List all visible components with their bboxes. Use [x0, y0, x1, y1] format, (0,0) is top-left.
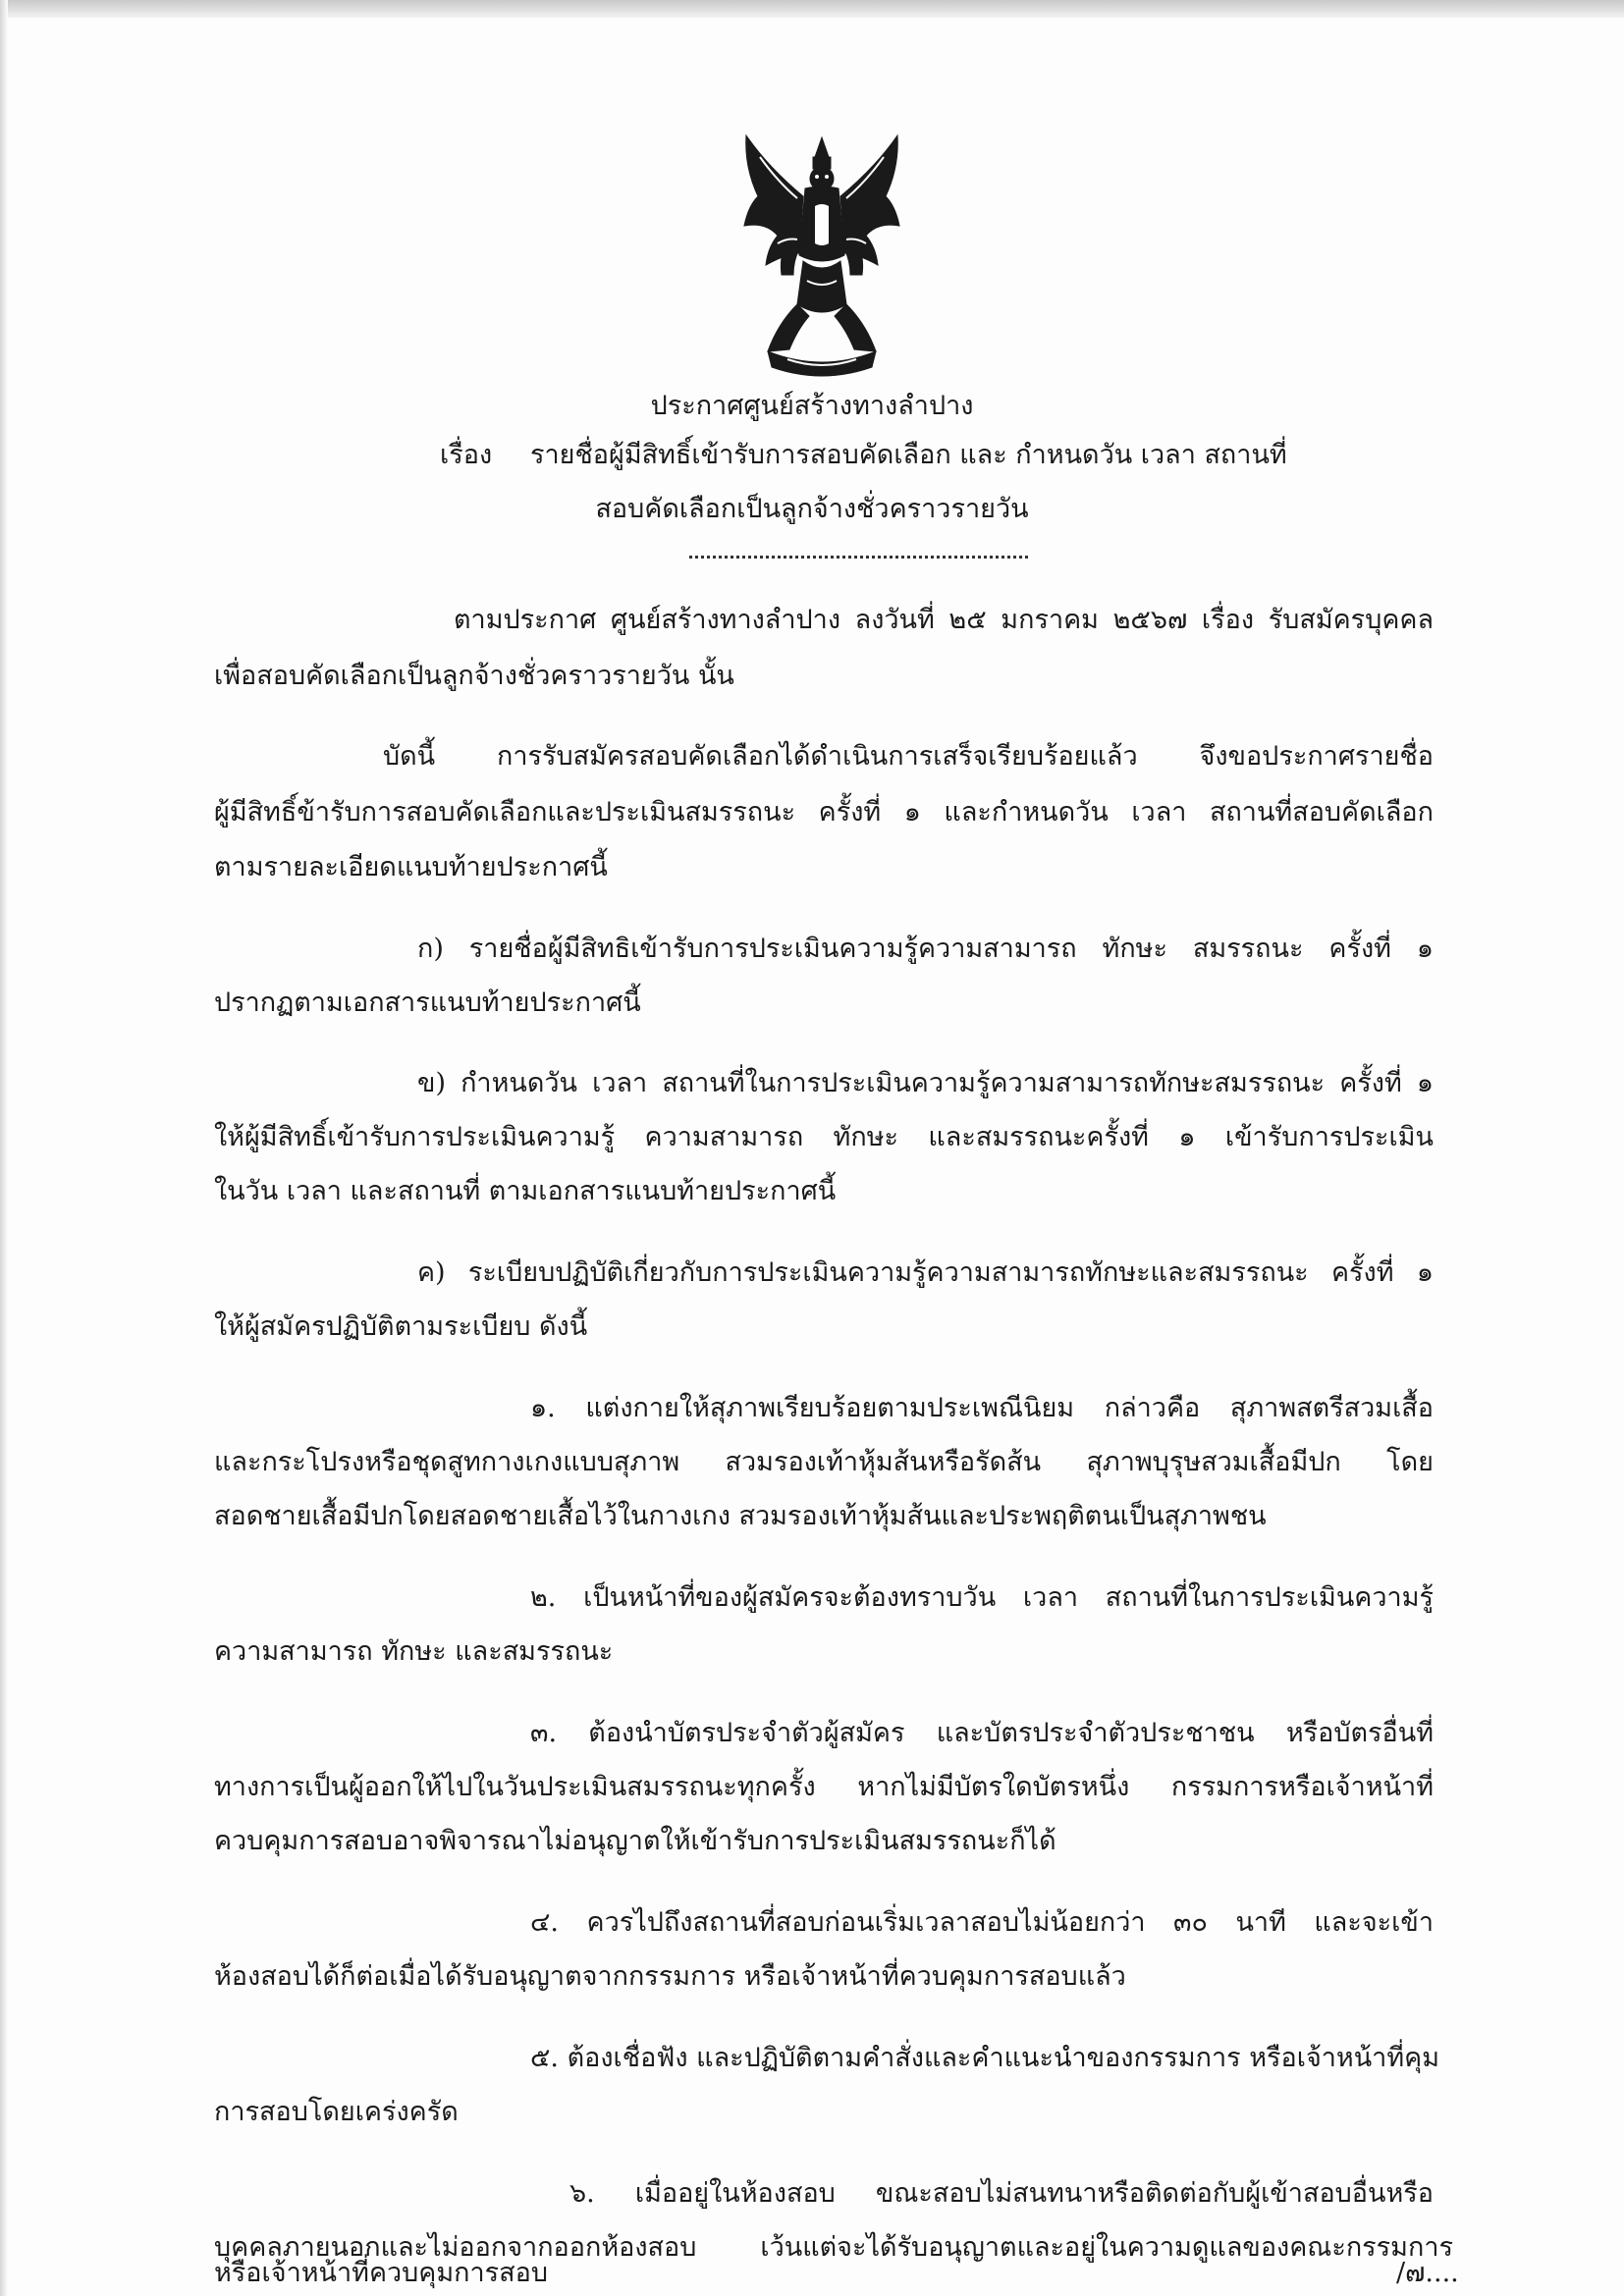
rule-1-line-3: สอดชายเสื้อมีปกโดยสอดชายเสื้อไว้ในกางเกง สวมรองเท้าหุ้มส้นและประพฤติตนเป็นสุภาพชน — [214, 1501, 1267, 1531]
scan-edge-top — [0, 0, 1624, 18]
rule-4-line-2: ห้องสอบได้ก็ต่อเมื่อได้รับอนุญาตจากกรรมการ หรือเจ้าหน้าที่ควบคุมการสอบแล้ว — [214, 1961, 1126, 1992]
dotted-separator — [689, 556, 1028, 559]
subject-line-2: สอบคัดเลือกเป็นลูกจ้างชั่วคราวรายวัน — [595, 494, 1029, 524]
item-a-line-2: ปรากฏตามเอกสารแนบท้ายประกาศนี้ — [214, 988, 641, 1018]
paragraph-1-line-1: ตามประกาศ ศูนย์สร้างทางลำปาง ลงวันที่ ๒๕ มกราคม ๒๕๖๗ เรื่อง รับสมัครบุคคล — [454, 605, 1434, 635]
item-c-line-2: ให้ผู้สมัครปฏิบัติตามระเบียบ ดังนี้ — [214, 1311, 588, 1342]
rule-1-line-1: ๑. แต่งกายให้สุภาพเรียบร้อยตามประเพณีนิยม กล่าวคือ สุภาพสตรีสวมเสื้อ — [530, 1393, 1434, 1423]
rule-6-line-2: บุคคลภายนอกและไม่ออกจากออกห้องสอบ เว้นแต่จะได้รับอนุญาตและอยู่ในความดูแลของคณะกรรมการ — [214, 2232, 1453, 2263]
scan-edge-left — [0, 0, 8, 2296]
rule-5-line-1: ๕. ต้องเชื่อฟัง และปฏิบัติตามคำสั่งและคำแนะนำของกรรมการ หรือเจ้าหน้าที่คุม — [530, 2043, 1440, 2073]
rule-3-line-3: ควบคุมการสอบอาจพิจารณาไม่อนุญาตให้เข้ารับการประเมินสมรรถนะก็ได้ — [214, 1826, 1056, 1856]
rule-2-line-2: ความสามารถ ทักษะ และสมรรถนะ — [214, 1636, 614, 1667]
subject-label: เรื่อง — [440, 440, 493, 470]
rule-4-line-1: ๔. ควรไปถึงสถานที่สอบก่อนเริ่มเวลาสอบไม่น้อยกว่า ๓๐ นาที และจะเข้า — [530, 1907, 1434, 1938]
item-b-line-3: ในวัน เวลา และสถานที่ ตามเอกสารแนบท้ายประกาศนี้ — [214, 1176, 837, 1206]
continuation-marker: /๗.... — [1396, 2258, 1459, 2288]
item-b-line-2: ให้ผู้มีสิทธิ์เข้ารับการประเมินความรู้ ความสามารถ ทักษะ และสมรรถนะครั้งที่ ๑ เข้ารับการประเมิน — [214, 1122, 1434, 1152]
item-a-line-1: ก) รายชื่อผู้มีสิทธิเข้ารับการประเมินความรู้ความสามารถ ทักษะ สมรรถนะ ครั้งที่ ๑ — [417, 934, 1434, 964]
rule-1-line-2: และกระโปรงหรือชุดสูทกางเกงแบบสุภาพ สวมรองเท้าหุ้มส้นหรือรัดส้น สุภาพบุรุษสวมเสื้อมีปก โดย — [214, 1447, 1434, 1477]
rule-5-line-2: การสอบโดยเคร่งครัด — [214, 2097, 459, 2127]
rule-3-line-2: ทางการเป็นผู้ออกให้ไปในวันประเมินสมรรถนะทุกครั้ง หากไม่มีบัตรใดบัตรหนึ่ง กรรมการหรือเจ้าหน้าที่ — [214, 1772, 1434, 1802]
paragraph-1-line-2: เพื่อสอบคัดเลือกเป็นลูกจ้างชั่วคราวรายวัน นั้น — [214, 661, 734, 691]
issuer-title: ประกาศศูนย์สร้างทางลำปาง — [650, 391, 974, 421]
paragraph-2-line-3: ตามรายละเอียดแนบท้ายประกาศนี้ — [214, 852, 608, 882]
rule-6-line-1: ๖. เมื่ออยู่ในห้องสอบ ขณะสอบไม่สนทนาหรือติดต่อกับผู้เข้าสอบอื่นหรือ — [569, 2178, 1434, 2209]
rule-3-line-1: ๓. ต้องนำบัตรประจำตัวผู้สมัคร และบัตรประจำตัวประชาชน หรือบัตรอื่นที่ — [530, 1718, 1434, 1748]
paragraph-2-line-2: ผู้มีสิทธิ์ข้ารับการสอบคัดเลือกและประเมินสมรรถนะ ครั้งที่ ๑ และกำหนดวัน เวลา สถานที่สอบคัดเลือก — [214, 797, 1434, 828]
item-c-line-1: ค) ระเบียบปฏิบัติเกี่ยวกับการประเมินความรู้ความสามารถทักษะและสมรรถนะ ครั้งที่ ๑ — [417, 1257, 1434, 1288]
garuda-emblem-icon — [738, 128, 905, 383]
rule-6-line-3: หรือเจ้าหน้าที่ควบคุมการสอบ — [214, 2258, 549, 2288]
item-b-line-1: ข) กำหนดวัน เวลา สถานที่ในการประเมินความรู้ความสามารถทักษะสมรรถนะ ครั้งที่ ๑ — [417, 1068, 1434, 1098]
paragraph-2-line-1: บัดนี้ การรับสมัครสอบคัดเลือกได้ดำเนินการเสร็จเรียบร้อยแล้ว จึงขอประกาศรายชื่อ — [383, 741, 1434, 772]
rule-2-line-1: ๒. เป็นหน้าที่ของผู้สมัครจะต้องทราบวัน เวลา สถานที่ในการประเมินความรู้ — [530, 1582, 1434, 1613]
subject-line-1: รายชื่อผู้มีสิทธิ์เข้ารับการสอบคัดเลือก และ กำหนดวัน เวลา สถานที่ — [530, 440, 1287, 470]
